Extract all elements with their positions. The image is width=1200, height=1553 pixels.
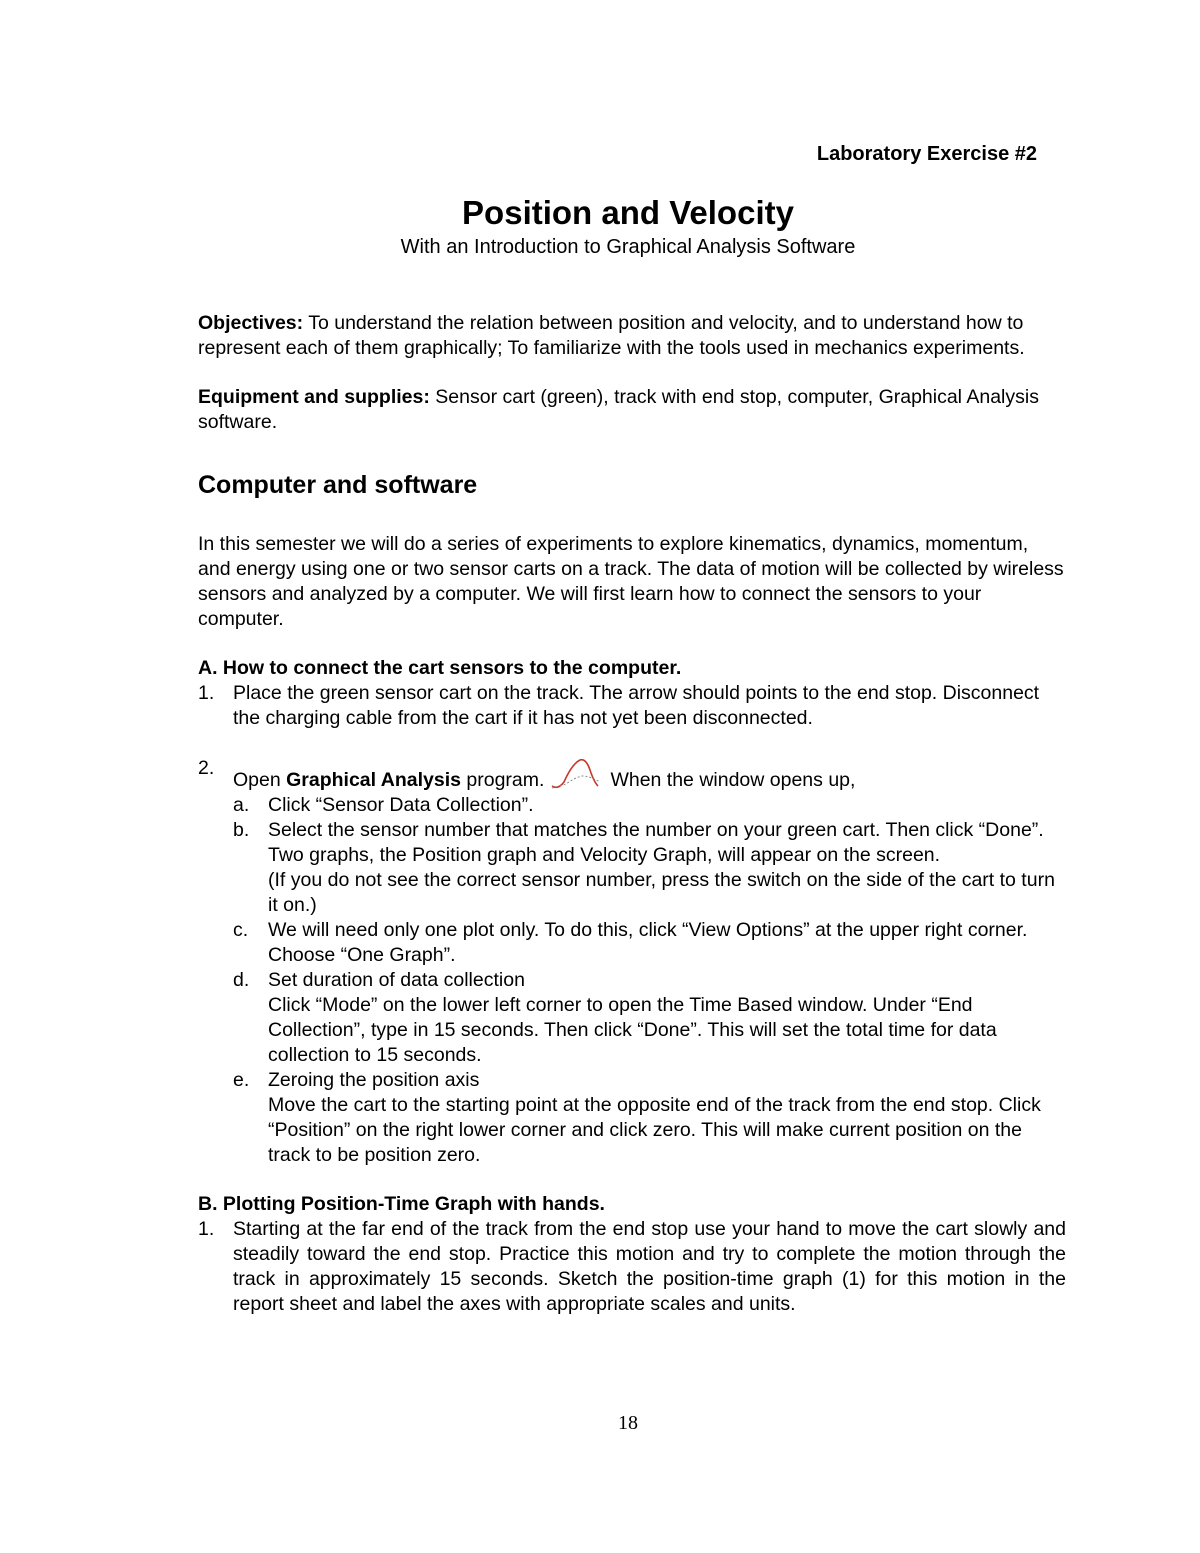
document-body	[198, 311, 1066, 1317]
substep-text: We will need only one plot only. To do this, click “View Options” at the upper right corner. Choose “One Graph”.	[268, 919, 1028, 966]
graphical-analysis-app-icon	[550, 756, 604, 792]
section-b-heading: B. Plotting Position-Time Graph with hands.	[198, 1193, 605, 1215]
page-number: 18	[618, 1412, 638, 1434]
substep-c	[233, 918, 1066, 968]
substep-note: (If you do not see the correct sensor number, press the switch on the side of the cart to turn it on.)	[268, 869, 1055, 916]
equipment-text: Sensor cart (green), track with end stop, computer, Graphical Analysis software.	[198, 386, 1039, 433]
app-name: Graphical Analysis	[286, 769, 461, 791]
step-text-pre: Open	[233, 769, 287, 791]
step-text-post: When the window opens up,	[610, 769, 856, 791]
substep-b	[233, 818, 1066, 918]
section-heading-computer: Computer and software	[198, 471, 478, 499]
substep-text: Select the sensor number that matches the number on your green cart. Then click “Done”. Two graphs, the Position graph and Velocity Graph, will appear on the screen.	[268, 819, 1044, 866]
substep-title: Zeroing the position axis	[268, 1069, 480, 1091]
step-marker: 1.	[198, 1218, 215, 1240]
section-a-heading: A. How to connect the cart sensors to the computer.	[198, 657, 682, 679]
objectives-paragraph	[198, 311, 1066, 361]
exercise-label: Laboratory Exercise #2	[816, 143, 1037, 165]
substep-marker: a.	[233, 794, 250, 816]
substep-e	[233, 1068, 1066, 1168]
substep-marker: d.	[233, 969, 250, 991]
objectives-label: Objectives:	[198, 312, 304, 334]
section-a-substeps	[233, 793, 1066, 1168]
substep-marker: e.	[233, 1069, 250, 1091]
substep-a	[233, 793, 1066, 818]
equipment-label: Equipment and supplies:	[198, 386, 430, 408]
substep-text: Move the cart to the starting point at the opposite end of the track from the end stop. Click “Position” on the right lower corner and click zero. This will make current position on the track to be position zero.	[268, 1094, 1041, 1166]
substep-title: Set duration of data collection	[268, 969, 525, 991]
objectives-text: To understand the relation between position and velocity, and to understand how to represent each of them graphically; To familiarize with the tools used in mechanics experiments.	[198, 312, 1025, 359]
step-marker: 1.	[198, 682, 215, 704]
substep-text: Click “Sensor Data Collection”.	[268, 794, 534, 816]
step-text-mid: program.	[460, 769, 545, 791]
page-subtitle: With an Introduction to Graphical Analysis Software	[400, 236, 856, 258]
substep-d	[233, 968, 1066, 1068]
substep-marker: c.	[233, 919, 249, 941]
equipment-paragraph	[198, 385, 1066, 435]
section-b-steps	[198, 1217, 1066, 1317]
step-text: Place the green sensor cart on the track. The arrow should points to the end stop. Disconnect the charging cable from the cart if it has not yet been disconnected.	[233, 682, 1040, 729]
substep-marker: b.	[233, 819, 250, 841]
page-title: Position and Velocity	[462, 194, 794, 231]
substep-text: Click “Mode” on the lower left corner to open the Time Based window. Under “End Collection”, type in 15 seconds. Then click “Done”. This will set the total time for data collection to 15 seconds.	[268, 994, 997, 1066]
section-b-step-1	[198, 1217, 1066, 1317]
step-text: Starting at the far end of the track from the end stop use your hand to move the cart slowly and steadily toward the end stop. Practice this motion and try to complete the motion through the track in approximately 15 seconds. Sketch the position-time graph (1) for this motion in the report sheet and label the axes with appropriate scales and units.	[233, 1218, 1066, 1315]
section-a-step-1	[198, 681, 1066, 731]
computer-intro-paragraph: In this semester we will do a series of experiments to explore kinematics, dynamics, momentum, and energy using one or two sensor carts on a track. The data of motion will be collected by wireless sensors and analyzed by a computer. We will first learn how to connect the sensors to your computer.	[198, 533, 1064, 630]
section-a-steps	[198, 681, 1066, 1168]
section-a-step-2	[198, 756, 1066, 1168]
step-marker: 2.	[198, 757, 215, 779]
